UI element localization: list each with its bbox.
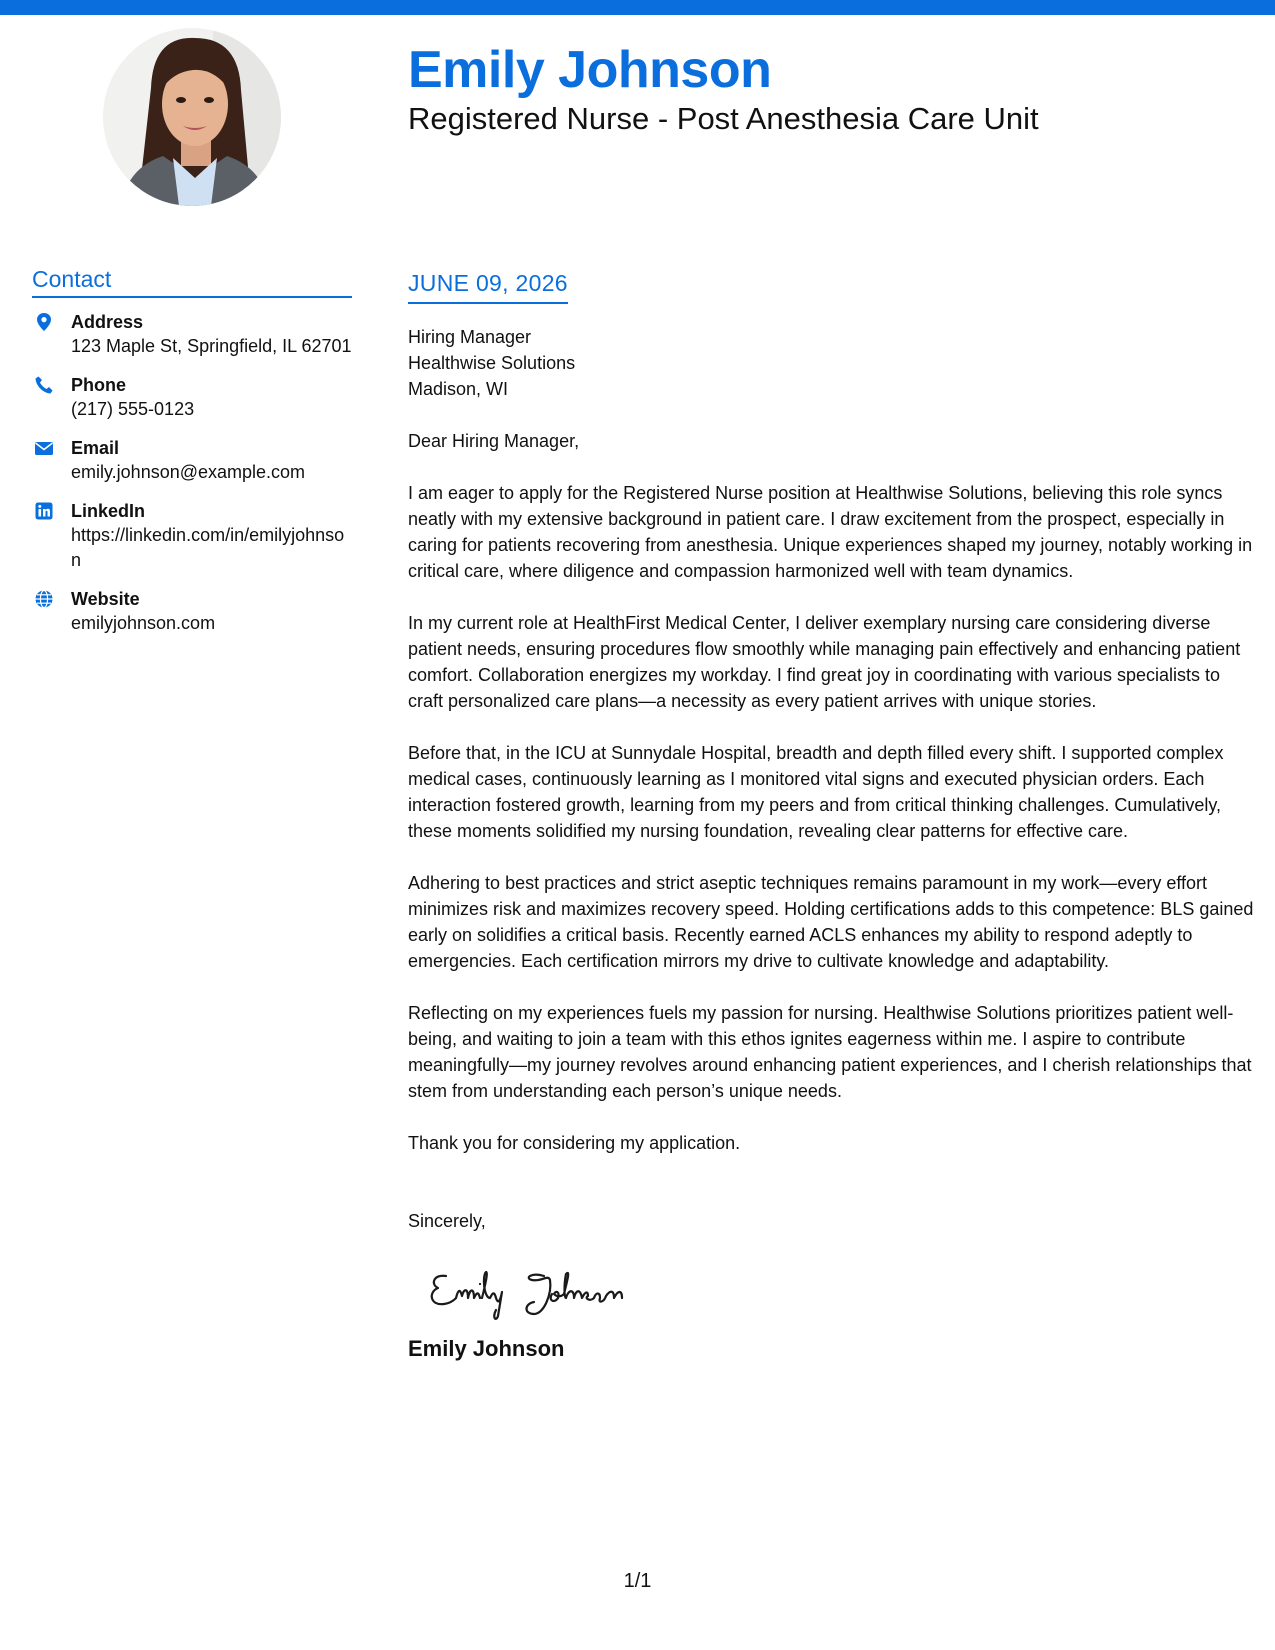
contact-label-address: Address [71, 312, 144, 332]
closing: Sincerely, [408, 1211, 486, 1231]
body-paragraph: Before that, in the ICU at Sunnydale Hospital, breadth and depth filled every shift. I supported complex medical cases, continuously learning as I monitored vital signs and executed physician orders. Each interaction fostered growth, learning from my peers and from critical thinking challenges. Cumulatively, these moments solidified my nursing foundation, revealing clear patterns for effective care. [408, 743, 1224, 841]
contact-phone [32, 373, 352, 422]
contact-email [32, 436, 352, 485]
map-pin-icon [34, 312, 54, 332]
linkedin-icon [34, 501, 54, 521]
handwritten-signature [424, 1254, 1258, 1326]
contact-heading: Contact [32, 266, 352, 298]
body-paragraph: Thank you for considering my application. [408, 1133, 741, 1153]
signer-name: Emily Johnson [408, 1336, 565, 1361]
recipient-block [408, 324, 1258, 402]
contact-linkedin [32, 499, 352, 573]
contact-value-address: 123 Maple St, Springfield, IL 62701 [71, 336, 352, 356]
contact-label-phone: Phone [71, 375, 127, 395]
letter-date: JUNE 09, 2026 [408, 270, 568, 304]
contact-value-linkedin[interactable]: https://linkedin.com/in/emilyjohnson [71, 525, 345, 570]
recipient-line: Hiring Manager [408, 327, 532, 347]
phone-icon [34, 375, 54, 395]
body-paragraph: I am eager to apply for the Registered Nurse position at Healthwise Solutions, believing this role syncs neatly with my extensive background in patient care. I draw excitement from the prospect, especially in caring for patients recovering from anesthesia. Unique experiences shaped my journey, notably working in critical care, where diligence and compassion harmonized well with team dynamics. [408, 483, 1253, 581]
contact-address [32, 310, 352, 359]
applicant-title: Registered Nurse - Post Anesthesia Care Unit [408, 101, 1039, 136]
globe-icon [34, 589, 54, 609]
recipient-line: Healthwise Solutions [408, 353, 576, 373]
contact-value-email[interactable]: emily.johnson@example.com [71, 462, 306, 482]
letter-body [408, 270, 1258, 1362]
contact-label-email: Email [71, 438, 120, 458]
contact-website [32, 587, 352, 636]
salutation: Dear Hiring Manager, [408, 431, 580, 451]
contact-value-website[interactable]: emilyjohnson.com [71, 613, 216, 633]
page-number: 1/1 [623, 1570, 652, 1592]
recipient-line: Madison, WI [408, 379, 509, 399]
contact-label-website: Website [71, 589, 140, 609]
contact-value-phone: (217) 555-0123 [71, 399, 195, 419]
body-paragraph: Adhering to best practices and strict aseptic techniques remains paramount in my work—every effort minimizes risk and maximizes recovery speed. Holding certifications adds to this competence: BLS gained early on solidifies a critical basis. Recently earned ACLS enhances my ability to respond adeptly to emergencies. Each certification mirrors my drive to cultivate knowledge and adaptability. [408, 873, 1254, 971]
email-icon [34, 438, 54, 458]
top-accent-bar [0, 0, 1275, 15]
contact-label-linkedin: LinkedIn [71, 501, 146, 521]
body-paragraph: Reflecting on my experiences fuels my passion for nursing. Healthwise Solutions prioritizes patient well-being, and waiting to join a team with this ethos ignites eagerness within me. I aspire to contribute meaningfully—my journey revolves around enhancing patient experiences, and I cherish relationships that stem from understanding each person’s unique needs. [408, 1003, 1252, 1101]
profile-photo [103, 28, 281, 206]
body-paragraph: In my current role at HealthFirst Medical Center, I deliver exemplary nursing care considering diverse patient needs, ensuring procedures flow smoothly while managing pain effectively and enhancing patient comfort. Collaboration energizes my workday. I find great joy in coordinating with various specialists to craft personalized care plans—a necessity as every patient arrives with unique stories. [408, 613, 1241, 711]
contact-sidebar [32, 266, 352, 650]
applicant-name: Emily Johnson [408, 41, 772, 99]
